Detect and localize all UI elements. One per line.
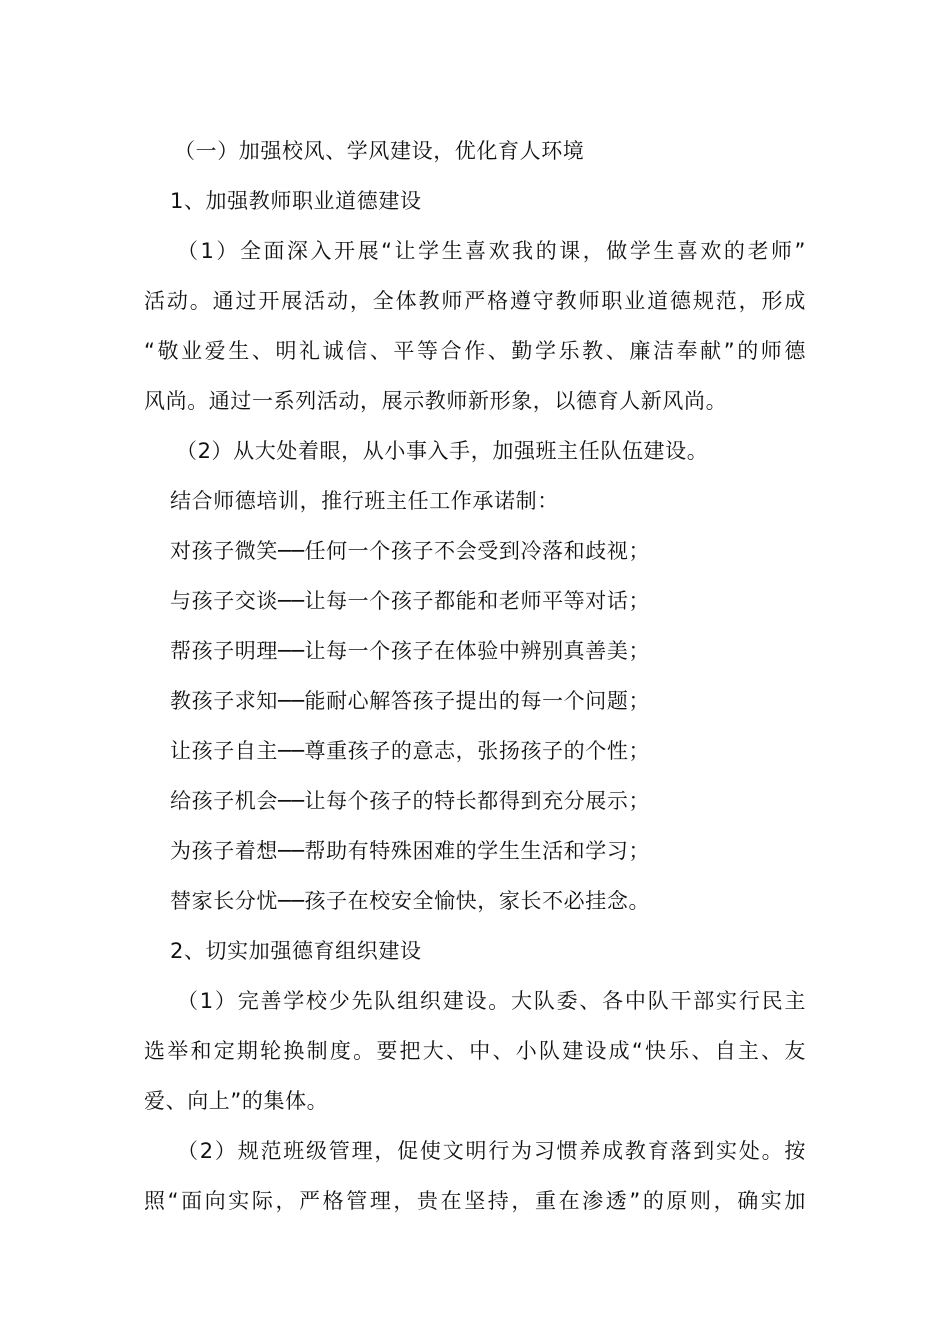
subsection-heading: 1、加强教师职业道德建设	[170, 189, 422, 213]
list-item: 给孩子机会──让每个孩子的特长都得到充分展示；	[170, 789, 651, 813]
paragraph-line: 爱、向上”的集体。	[144, 1089, 329, 1113]
section-heading: （一）加强校风、学风建设，优化育人环境	[174, 139, 585, 163]
list-item: 为孩子着想──帮助有特殊困难的学生生活和学习；	[170, 839, 651, 863]
paragraph-line: （2）规范班级管理，促使文明行为习惯养成教育落到实处。按	[177, 1139, 806, 1163]
list-item: 教孩子求知──能耐心解答孩子提出的每一个问题；	[170, 689, 651, 713]
list-item: 与孩子交谈──让每一个孩子都能和老师平等对话；	[170, 589, 651, 613]
paragraph-line: 活动。通过开展活动，全体教师严格遵守教师职业道德规范，形成	[144, 289, 806, 313]
paragraph-line: “敬业爱生、明礼诚信、平等合作、勤学乐教、廉洁奉献”的师德	[144, 339, 806, 363]
paragraph-line: 风尚。通过一系列活动，展示教师新形象，以德育人新风尚。	[144, 389, 728, 413]
list-item: 对孩子微笑──任何一个孩子不会受到冷落和歧视；	[170, 539, 651, 563]
paragraph-line: （2）从大处着眼，从小事入手，加强班主任队伍建设。	[176, 439, 709, 463]
list-item: 替家长分忧──孩子在校安全愉快，家长不必挂念。	[170, 889, 651, 913]
list-item: 让孩子自主──尊重孩子的意志，张扬孩子的个性；	[170, 739, 651, 763]
subsection-heading: 2、切实加强德育组织建设	[170, 939, 422, 963]
paragraph-line: 结合师德培训，推行班主任工作承诺制：	[170, 489, 559, 513]
paragraph-line: 选举和定期轮换制度。要把大、中、小队建设成“快乐、自主、友	[144, 1039, 806, 1063]
paragraph-line: 照“面向实际，严格管理，贵在坚持，重在渗透”的原则，确实加	[144, 1189, 806, 1213]
paragraph-line: （1）完善学校少先队组织建设。大队委、各中队干部实行民主	[177, 989, 806, 1013]
list-item: 帮孩子明理──让每一个孩子在体验中辨别真善美；	[170, 639, 651, 663]
paragraph-line: （1）全面深入开展“让学生喜欢我的课，做学生喜欢的老师”	[177, 239, 806, 263]
